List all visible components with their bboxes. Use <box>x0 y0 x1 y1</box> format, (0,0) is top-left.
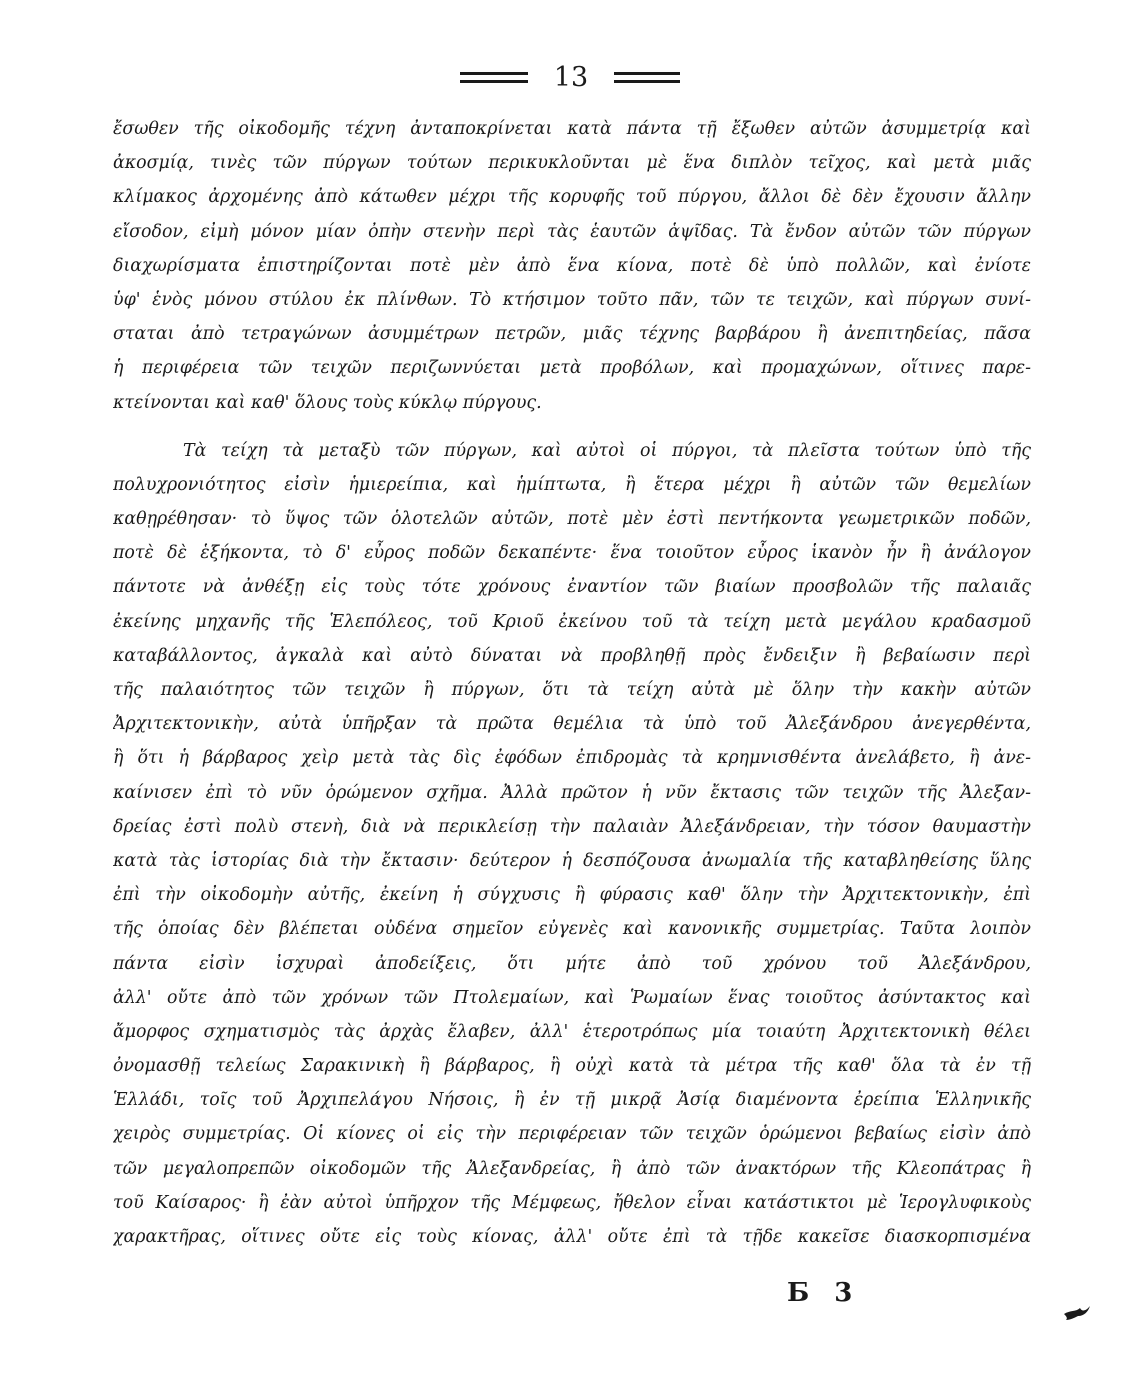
text-line: κλίμακος ἀρχομένης ἀπὸ κάτωθεν μέχρι τῆς κορυφῆς τοῦ πύργου, ἄλλοι δὲ δὲν ἔχουσιν ἄλλην <box>113 187 1031 208</box>
text-line: καθῃρέθησαν· τὸ ὕψος τῶν ὁλοτελῶν αὐτῶν, ποτὲ μὲν ἐστὶ πεντήκοντα γεωμετρικῶν ποδῶν, <box>113 509 1031 530</box>
text-line: κατὰ τὰς ἱστορίας διὰ τὴν ἔκτασιν· δεύτερον ἡ δεσπόζουσα ἀνωμαλία τῆς καταβληθείσης ὕλης <box>113 850 1031 871</box>
page-body <box>113 112 1031 1254</box>
page-number: 13 <box>553 61 589 93</box>
paragraph-2 <box>113 434 1031 1255</box>
text-line: Ἀρχιτεκτονικὴν, αὐτὰ ὑπῆρξαν τὰ πρῶτα θεμέλια τὰ ὑπὸ τοῦ Ἀλεξάνδρου ἀνεγερθέντα, <box>113 714 1031 735</box>
page-header <box>0 62 1140 92</box>
text-line: ποτὲ δὲ ἑξήκοντα, τὸ δ' εὖρος ποδῶν δεκαπέντε· ἕνα τοιοῦτον εὖρος ἱκανὸν ἦν ἢ ἀνάλογον <box>113 543 1031 564</box>
text-line: σταται ἀπὸ τετραγώνων ἀσυμμέτρων πετρῶν, μιᾶς τέχνης βαρβάρου ἢ ἀνεπιτηδείας, πᾶσα <box>113 324 1031 345</box>
text-line: πάντοτε νὰ ἀνθέξῃ εἰς τοὺς τότε χρόνους ἐναντίον τῶν βιαίων προσβολῶν τῆς παλαιᾶς <box>113 577 1031 598</box>
text-line: χειρὸς συμμετρίας. Οἱ κίονες οἱ εἰς τὴν περιφέρειαν τῶν τειχῶν ὁρώμενοι βεβαίως εἰσὶν ἀπὸ <box>113 1124 1031 1145</box>
text-line: ἐπὶ τὴν οἰκοδομὴν αὐτῆς, ἐκείνη ἡ σύγχυσις ἢ φύρασις καθ' ὅλην τὴν Ἀρχιτεκτονικὴν, ἐπὶ <box>113 885 1031 906</box>
text-line: ἡ περιφέρεια τῶν τειχῶν περιζωννύεται μετὰ προβόλων, καὶ προμαχώνων, οἵτινες παρε- <box>113 358 1031 379</box>
text-line: χαρακτῆρας, οἵτινες οὔτε εἰς τοὺς κίονας, ἀλλ' οὔτε ἐπὶ τὰ τῇδε κακεῖσε διασκορπισμένα <box>113 1227 1031 1247</box>
text-line: τῆς ὁποίας δὲν βλέπεται οὐδένα σημεῖον εὐγενὲς καὶ κανονικῆς συμμετρίας. Ταῦτα λοιπὸν <box>113 919 1031 940</box>
text-line: τοῦ Καίσαρος· ἢ ἐὰν αὐτοὶ ὑπῆρχον τῆς Μέμφεως, ἤθελον εἶναι κατάστικτοι μὲ Ἱερογλυφικοὺς <box>113 1192 1031 1213</box>
text-line: διαχωρίσματα ἐπιστηρίζονται ποτὲ μὲν ἀπὸ ἕνα κίονα, ποτὲ δὲ ὑπὸ πολλῶν, καὶ ἐνίοτε <box>113 255 1031 276</box>
text-line: ἔσωθεν τῆς οἰκοδομῆς τέχνη ἀνταποκρίνεται κατὰ πάντα τῇ ἔξωθεν αὐτῶν ἀσυμμετρίᾳ καὶ <box>113 119 1031 139</box>
text-line: ἄμορφος σχηματισμὸς τὰς ἀρχὰς ἔλαβεν, ἀλλ' ἑτεροτρόπως μία τοιαύτη Ἀρχιτεκτονικὴ θέλει <box>113 1021 1031 1042</box>
text-line: ἀλλ' οὔτε ἀπὸ τῶν χρόνων τῶν Πτολεμαίων, καὶ Ῥωμαίων ἕνας τοιοῦτος ἀσύντακτος καὶ <box>113 987 1031 1008</box>
header-rule-right <box>614 72 680 83</box>
text-line: τῶν μεγαλοπρεπῶν οἰκοδομῶν τῆς Ἀλεξανδρείας, ἢ ἀπὸ τῶν ἀνακτόρων τῆς Κλεοπάτρας ἢ <box>113 1158 1031 1179</box>
text-line: τῆς παλαιότητος τῶν τειχῶν ἢ πύργων, ὅτι τὰ τείχη αὐτὰ μὲ ὅλην τὴν κακὴν αὐτῶν <box>113 680 1031 700</box>
text-line: Ἑλλάδι, τοῖς τοῦ Ἀρχιπελάγου Νήσοις, ἢ ἐν τῇ μικρᾷ Ἀσίᾳ διαμένοντα ἐρείπια Ἑλληνικῆς <box>113 1090 1031 1111</box>
text-line: καίνισεν ἐπὶ τὸ νῦν ὁρώμενον σχῆμα. Ἀλλὰ πρῶτον ἡ νῦν ἔκτασις τῶν τειχῶν τῆς Ἀλεξαν- <box>113 782 1031 803</box>
text-line: Τὰ τείχη τὰ μεταξὺ τῶν πύργων, καὶ αὐτοὶ οἱ πύργοι, τὰ πλεῖστα τούτων ὑπὸ τῆς <box>183 440 1031 461</box>
text-line: κτείνονται καὶ καθ' ὅλους τοὺς κύκλῳ πύργους. <box>113 392 542 413</box>
text-line: δρείας ἐστὶ πολὺ στενὴ, διὰ νὰ περικλείσῃ τὴν παλαιὰν Ἀλεξάνδρειαν, τὴν τόσον θαυμαστὴν <box>113 816 1031 837</box>
signature-mark: Б 3 <box>787 1278 861 1308</box>
header-rule-left <box>460 72 528 83</box>
text-line: καταβάλλοντος, ἀγκαλὰ καὶ αὐτὸ δύναται νὰ προβληθῇ πρὸς ἔνδειξιν ἢ βεβαίωσιν περὶ <box>113 645 1031 666</box>
text-line: εἴσοδον, εἰμὴ μόνον μίαν ὀπὴν στενὴν περὶ τὰς ἑαυτῶν ἁψῖδας. Τὰ ἔνδον αὐτῶν τῶν πύργων <box>113 221 1031 242</box>
text-line: ὀνομασθῇ τελείως Σαρακινικὴ ἢ βάρβαρος, ἢ οὐχὶ κατὰ τὰ μέτρα τῆς καθ' ὅλα τὰ ἐν τῇ <box>113 1056 1031 1077</box>
ink-blot-icon <box>1062 1302 1092 1322</box>
text-line: ἐκείνης μηχανῆς τῆς Ἑλεπόλεος, τοῦ Κριοῦ ἐκείνου τοῦ τὰ τείχη μετὰ μεγάλου κραδασμοῦ <box>113 611 1031 632</box>
text-line: πάντα εἰσὶν ἰσχυραὶ ἀποδείξεις, ὅτι μήτε ἀπὸ τοῦ χρόνου τοῦ Ἀλεξάνδρου, <box>113 953 1031 974</box>
text-line: ἀκοσμίᾳ, τινὲς τῶν πύργων τούτων περικυκλοῦνται μὲ ἕνα διπλὸν τεῖχος, καὶ μετὰ μιᾶς <box>113 153 1031 174</box>
text-line: πολυχρονιότητος εἰσὶν ἡμιερείπια, καὶ ἡμίπτωτα, ἢ ἕτερα μέχρι ἢ αὐτῶν τῶν θεμελίων <box>113 474 1031 495</box>
paragraph-1 <box>113 112 1031 420</box>
text-line: ἢ ὅτι ἡ βάρβαρος χεὶρ μετὰ τὰς δὶς ἐφόδων ἐπιδρομὰς τὰ κρημνισθέντα ἀνελάβετο, ἢ ἀνε- <box>113 748 1031 769</box>
text-line: ὑφ' ἑνὸς μόνου στύλου ἐκ πλίνθων. Τὸ κτήσιμον τοῦτο πᾶν, τῶν τε τειχῶν, καὶ πύργων συνί- <box>113 289 1031 310</box>
